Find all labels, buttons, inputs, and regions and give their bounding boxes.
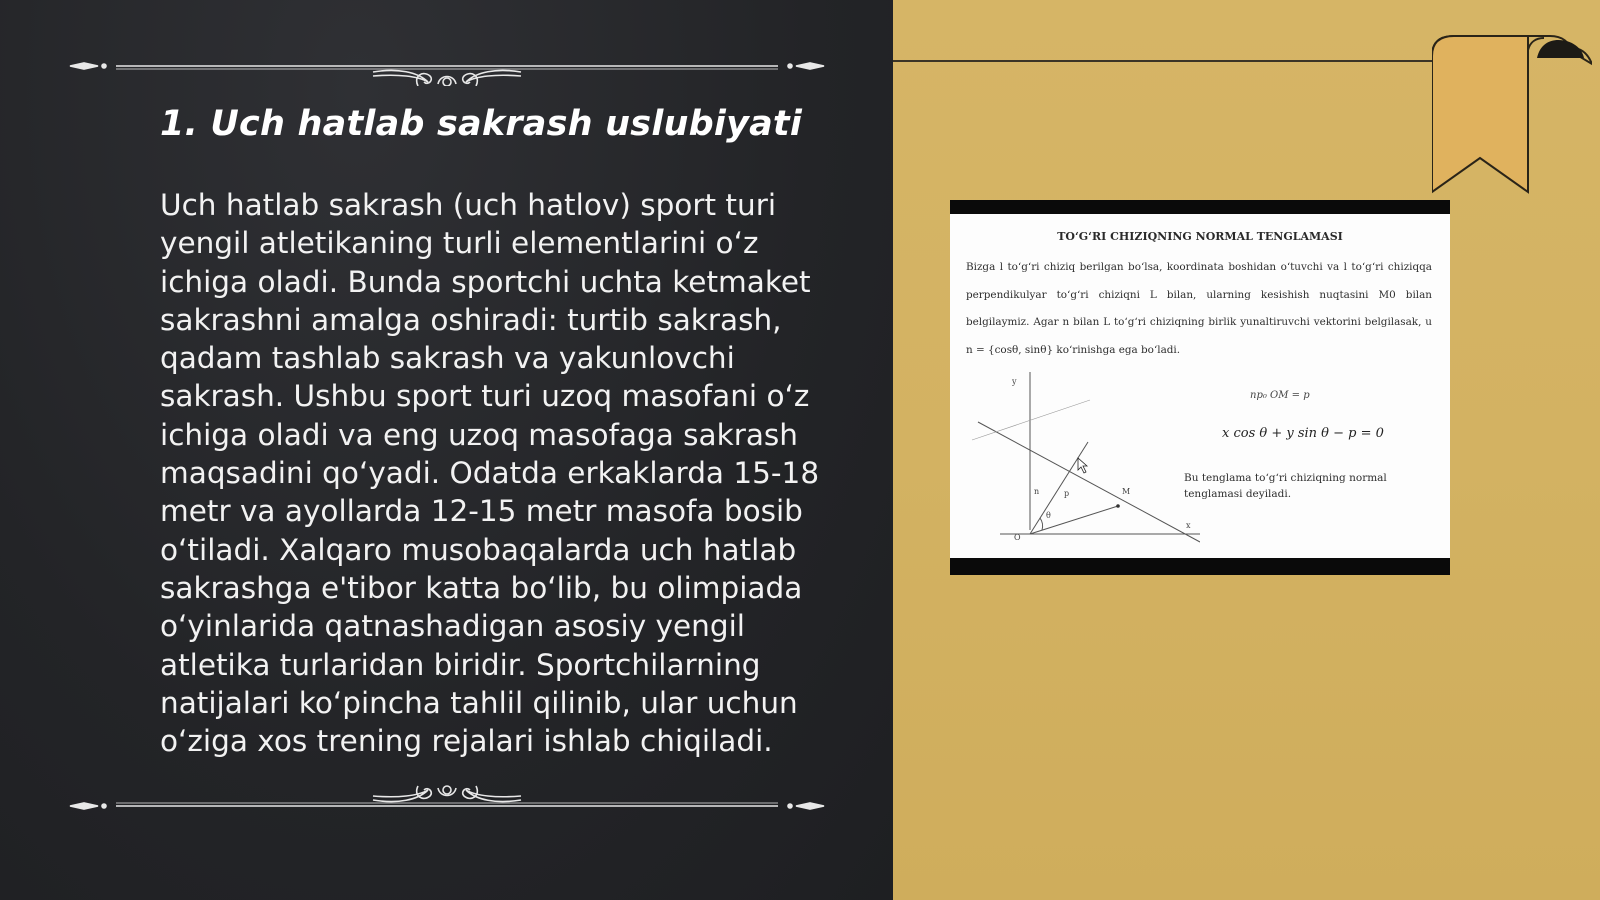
slide-title: 1. Uch hatlab sakrash uslubiyati bbox=[160, 104, 803, 144]
slide-body-text: Uch hatlab sakrash (uch hatlov) sport turi yengil atletikaning turli elementlarini o‘z ichiga oladi. Bunda sportchi uchta ketmaket sakrashni amalga oshiradi: turtib sakrash, qadam tashlab sakrash va yakunlovchi sakrash. Ushbu sport turi uzoq masofani o‘z ichiga oladi va eng uzoq masofaga sakrash maqsadini qo‘yadi. Odatda erkaklarda 15-18 metr va ayollarda 12-15 metr masofa bosib o‘tiladi. Xalqaro musobaqalarda uch hatlab sakrashga e'tibor katta bo‘lib, bu olimpiada o‘yinlarida qatnashadigan asosiy yengil atletika turlaridan biridir. Sportchilarning natijalari ko‘pincha tahlil qilinib, ular uchun o‘ziga xos trening rejalari ishlab chiqiladi. bbox=[160, 188, 820, 759]
point-m-label: M bbox=[1122, 487, 1131, 496]
document-screenshot bbox=[950, 200, 1450, 575]
document-note: Bu tenglama to‘g‘ri chiziqning normal tenglamasi deyiladi. bbox=[1184, 472, 1387, 500]
document-page bbox=[950, 214, 1450, 558]
y-axis-label: y bbox=[1012, 377, 1017, 386]
divider-line bbox=[893, 60, 1453, 62]
x-axis-label: x bbox=[1186, 521, 1191, 530]
document-paragraph: Bizga l to‘g‘ri chiziq berilgan bo‘lsa, koordinata boshidan o‘tuvchi va l to‘g‘ri chiziqqa perpendikulyar to‘g‘ri chiziqni L bilan, ularning kesishish nuqtasini M0 bilan belgilaymiz. Agar n bilan L to‘g‘ri chiziqning birlik yunaltiruvchi vektorini belgilasak, u n = {cosθ, sinθ} ko‘rinishga ega bo‘ladi. bbox=[966, 261, 1432, 356]
equation-normal-form: x cos θ + y sin θ − p = 0 bbox=[1222, 426, 1384, 441]
p-label: p bbox=[1064, 489, 1070, 498]
origin-label: O bbox=[1014, 533, 1021, 542]
n-label: n bbox=[1034, 487, 1040, 496]
normal-line-diagram bbox=[970, 370, 1200, 550]
mouse-pointer-icon bbox=[1078, 458, 1087, 473]
equation-projection: np₀ OM = p bbox=[1250, 390, 1310, 401]
bookmark-ribbon-icon bbox=[1432, 34, 1592, 202]
top-ornament-divider-icon bbox=[68, 46, 826, 86]
document-title: TO‘G‘RI CHIZIQNING NORMAL TENGLAMASI bbox=[1057, 230, 1343, 243]
theta-label: θ bbox=[1046, 511, 1051, 520]
bottom-ornament-divider-icon bbox=[68, 778, 826, 818]
